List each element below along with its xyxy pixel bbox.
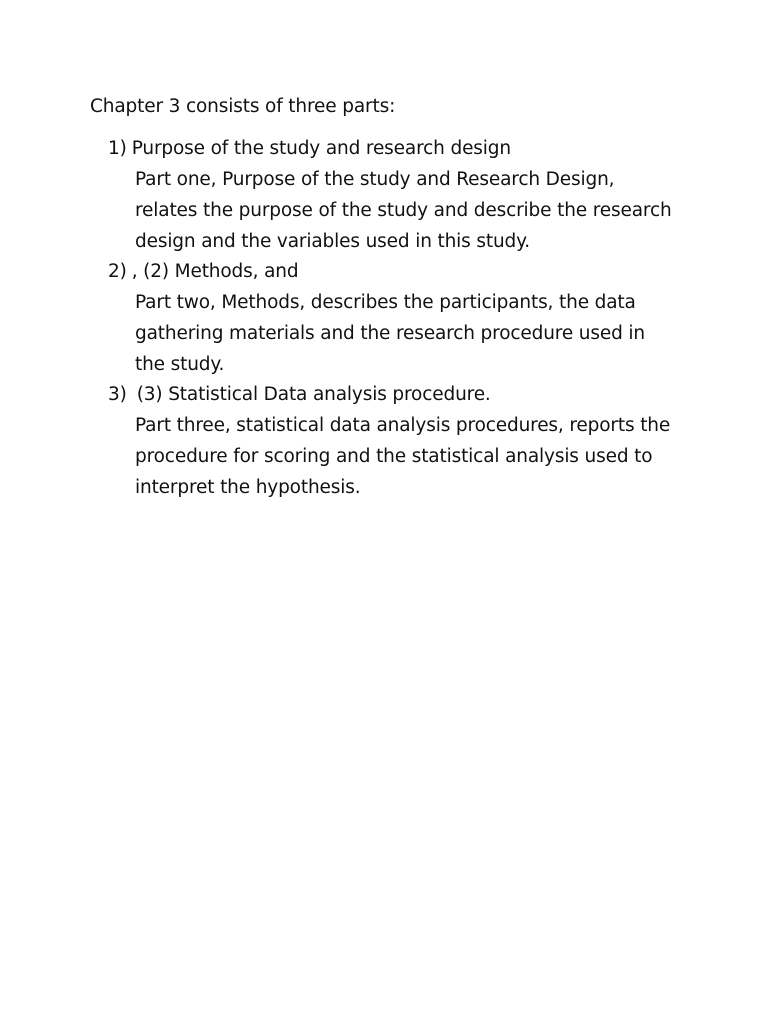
list-item-description-line: procedure for scoring and the statistical analysis used to xyxy=(135,446,653,467)
list-item-description-line: relates the purpose of the study and describe the research xyxy=(135,200,672,221)
list-item-description-line: design and the variables used in this study. xyxy=(135,231,531,252)
list-item-title: , (2) Methods, and xyxy=(131,261,299,282)
list-item-description-line: interpret the hypothesis. xyxy=(135,477,361,498)
list-item-heading xyxy=(108,138,511,160)
intro-text: Chapter 3 consists of three parts: xyxy=(90,96,396,117)
list-item-number: 1) xyxy=(108,138,127,159)
list-item-description-line: Part three, statistical data analysis procedures, reports the xyxy=(135,415,671,436)
list-item-description-line: Part one, Purpose of the study and Research Design, xyxy=(135,169,615,190)
list-item-heading xyxy=(108,261,298,283)
list-item-title: (3) Statistical Data analysis procedure. xyxy=(136,384,491,405)
list-item-description-line: gathering materials and the research procedure used in xyxy=(135,323,645,344)
list-item-title: Purpose of the study and research design xyxy=(131,138,511,159)
list-item-heading xyxy=(108,384,491,406)
list-item-number: 3) xyxy=(108,384,127,405)
list-item-description-line: the study. xyxy=(135,354,225,375)
list-item-number: 2) xyxy=(108,261,127,282)
list-item-description-line: Part two, Methods, describes the participants, the data xyxy=(135,292,636,313)
